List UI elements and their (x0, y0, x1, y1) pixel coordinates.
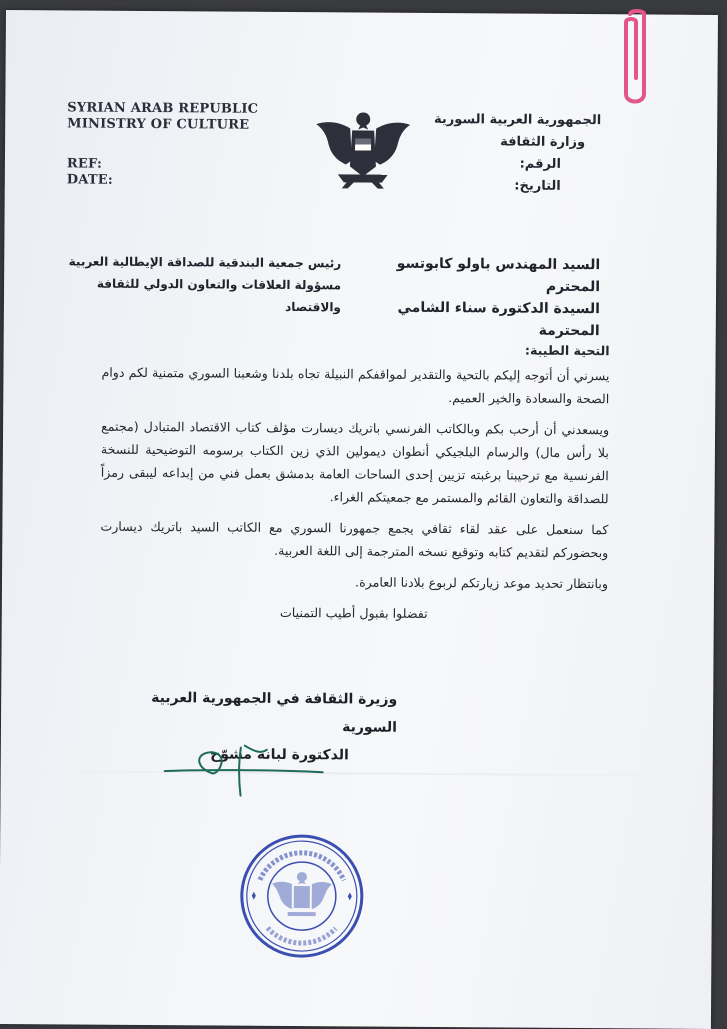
date-label: DATE: (66, 172, 113, 188)
ref-label-ar: الرقم: (519, 156, 561, 172)
closing-line: تفضلوا بقبول أطيب التمنيات (279, 604, 428, 621)
republic-name-en: SYRIAN ARAB REPUBLIC (67, 100, 259, 117)
official-stamp (237, 832, 366, 961)
paperclip-icon (622, 8, 652, 106)
recipient-1: السيد المهندس باولو كابوتسو المحترم (396, 255, 601, 296)
ref-label: REF: (66, 156, 103, 172)
recipient-2: السيدة الدكتورة سناء الشامي المحترمة (397, 299, 600, 340)
handwritten-signature (158, 739, 328, 800)
paragraph-2: ويسعدني أن أرحب بكم وبالكاتب الفرنسي باتريك ديسارت مؤلف كتاب الاقتصاد المتبادل (مجتمع بلا رأس مال) والرسام البلجيكي أنطوان ديمولين الذي زين الكتاب برسومه التوضيحية للنسخة الفرنسية مع ترحيبنا برغبته تزيين إحدى الساحات العامة بدمشق بعمل فني من إبداعه ليبقى رمزاً للصداقة والتعاون القائم والمستمر مع جمعيتكم الغراء. (100, 418, 610, 507)
recipient-2-title: مسؤولة العلاقات والتعاون الدولي للثقافة والاقتصاد (96, 276, 342, 315)
signatory-name: الدكتورة لبانة مشوّح (210, 746, 349, 764)
letterhead-arabic (401, 109, 602, 198)
paragraph-4: وبانتظار تحديد موعد زيارتكم لربوع بلادنا العامرة. (355, 574, 609, 592)
recipient-1-title: رئيس جمعية البندقية للصداقة الإيطالية العربية (68, 254, 342, 271)
ministry-name-ar: وزارة الثقافة (500, 134, 586, 151)
date-label-ar: التاريخ: (514, 178, 561, 194)
paragraph-3: كما سنعمل على عقد لقاء ثقافي يجمع جمهورنا السوري مع الكاتب السيد باتريك ديسارت وبحضوركم لتقديم كتابه وتوقيع نسخه المترجمة إلى اللغة العربية. (100, 518, 609, 561)
republic-name-ar: الجمهورية العربية السورية (433, 111, 602, 129)
letter-page (0, 10, 718, 1029)
recipient-titles (61, 250, 341, 318)
paper-fold (1, 770, 713, 777)
ministry-name-en: MINISTRY OF CULTURE (67, 116, 250, 133)
letterhead-english (67, 100, 259, 189)
signatory-title: وزيرة الثقافة في الجمهورية العربية السورية (151, 690, 398, 736)
letter-body (100, 336, 610, 635)
recipient-names (370, 253, 601, 343)
paragraph-1: يسرني أن أتوجه إليكم بالتحية والتقدير لمواقفكم النبيلة تجاه بلدنا وشعبنا السوري متمنية لكم دوام الصحة والسعادة والخير العميم. (101, 364, 610, 407)
greeting: التحية الطيبة: (524, 342, 610, 359)
